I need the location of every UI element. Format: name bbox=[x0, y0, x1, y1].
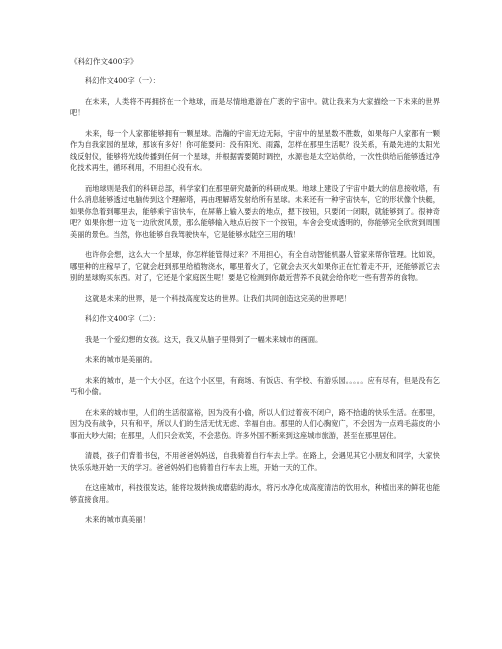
paragraph: 在未来的城市里，人们的生活很富裕，因为没有小偷，所以人们过着夜不闭户，路不拾遗的快乐生活。在那里，因为没有战争，只有和平，所以人们的生活无忧无虑、幸福自由。那里的人们心胸宽广，不会因为一点鸡毛蒜皮的小事而大吵大闹；在那里，人们只会欢笑，不会悲伤。许多外国不断来到这座城市旅游，甚至在那里居住。 bbox=[70, 407, 440, 440]
paragraph: 在这座城市，科技很发达，能将垃圾转换成磨菇的海水，将污水净化成高度清洁的饮用水，种植出来的鲜花也能够直接食用。 bbox=[70, 483, 440, 504]
paragraph: 而地球则是我们的科研总部，科学家们在那里研究最新的科研成果。地球上建设了宇宙中最大的信息接收塔，有什么消息能够透过电脑传到这个理解塔，再由理解塔发射给所有星球。未来还有一种宇宙快车，它的形状像个快艇，如果你急着到哪里去，能够乘宇宙快车，在屏幕上输入要去的地点，摁下按钮，只要闭一闭眼，就能够到了。很神奇吧？如果你想一边飞一边欣赏风景，那么能够输入地点后按下一个按钮，车舍会变成透明的，你能够完全欣赏到周围美丽的景色。当然，你也能够自我驾驶快车，它是能够水陆空三用的哦！ bbox=[70, 183, 440, 239]
paragraph: 未来，每一个人家都能够拥有一颗星球。浩瀚的宇宙无边无际，宇宙中的星星数不胜数，如果每户人家都有一颗作为自我家园的星球，那该有多好！你可能要问：没有阳光、雨露，怎样在那里生活呢？没关系，有最先进的太阳光线反射仪，能够将光线传播到任何一个星球，并根据需要随时调控，水源也是太空站供给，一次性供给后能够透过净化技术再生，循环利用，不用担心没有水。 bbox=[70, 128, 440, 172]
section-heading-1: 科幻作文400字（一）： bbox=[85, 76, 160, 85]
paragraph: 也许你会想，这么大一个星球，你怎样能管得过来？不用担心，有全自动智能机器人管家来帮你管理。比如说，哪里种的庄稼早了，它就会赶到那里给植物浇水，哪里着火了，它就会去灭火如果你正在忙着走不开，还能够派它去别的星球购买东西。对了，它还是个家庭医生呢！要是它检测到你最近营养不良就会给你吃一些有营养的食物。 bbox=[70, 250, 440, 282]
paragraph: 未来的城市是美丽的。 bbox=[85, 355, 157, 364]
paragraph: 在未来，人类将不再拥挤在一个地球，而是尽情地遨游在广袤的宇宙中。就让我来为大家描绘一下未来的世界吧！ bbox=[70, 96, 440, 117]
paragraph: 清晨，孩子们背着书包，不用爸爸妈妈送，自我骑着自行车去上学。在路上，会遇见其它小朋友和同学，大家快快乐乐地开始一天的学习。爸爸妈妈们也骑着自行车去上班，开始一天的工作。 bbox=[70, 451, 440, 472]
document-title: 《科幻作文400字》 bbox=[70, 57, 138, 66]
paragraph: 未来的城市，是一个大小区，在这个小区里，有商场、有饭店、有学校、有游乐园。。。。。应有尽有，但是没有乞丐和小偷。 bbox=[70, 375, 440, 396]
paragraph: 这就是未来的世界，是一个科技高度发达的世界。让我们共同创造这完美的世界吧！ bbox=[85, 293, 351, 303]
paragraph: 未来的城市真美丽！ bbox=[85, 515, 150, 524]
paragraph: 我是一个爱幻想的女孩。这天，我又从脑子里得到了一幅未来城市的画面。 bbox=[85, 334, 323, 344]
section-heading-2: 科幻作文400字（二）： bbox=[85, 314, 160, 323]
